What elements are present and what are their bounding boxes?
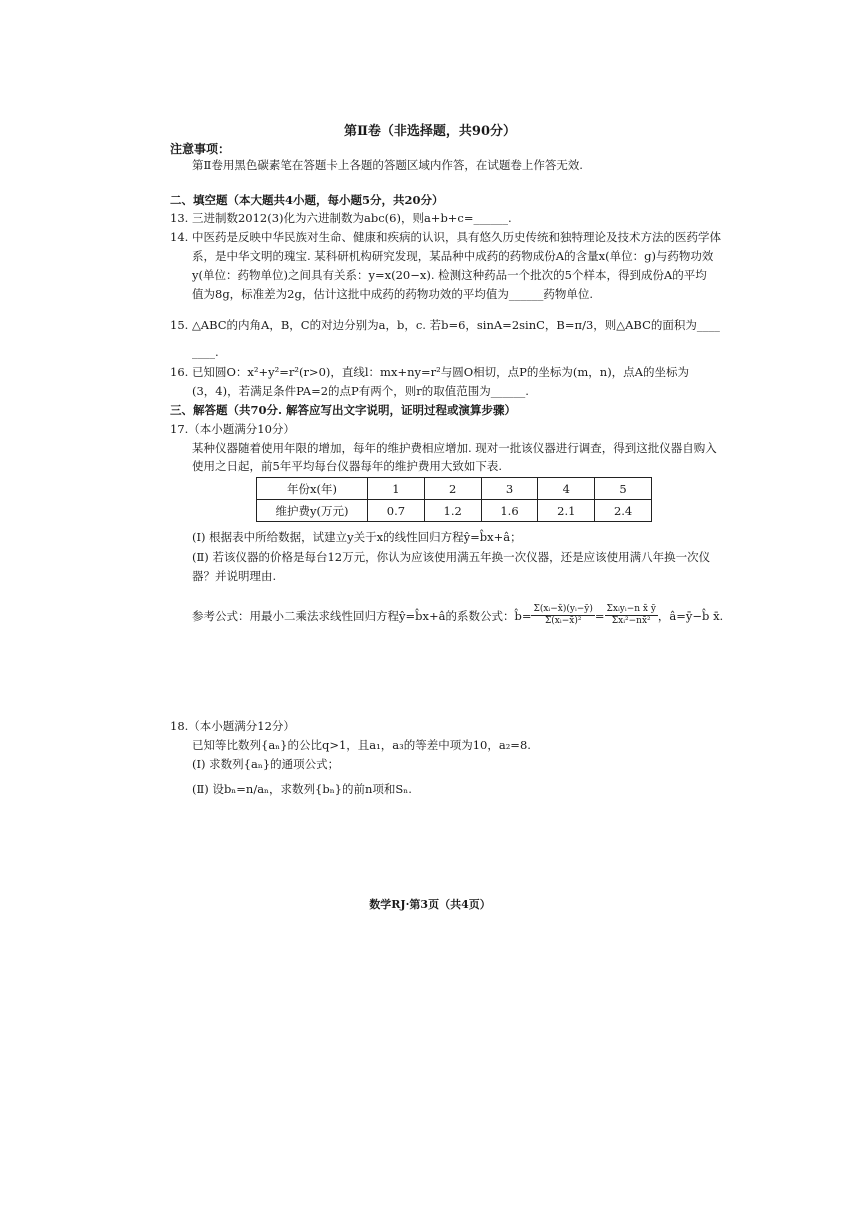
question-16-line-2: (3，4)，若满足条件PA=2的点P有两个，则r的取值范围为______.	[192, 384, 529, 398]
question-17-line-2: 使用之日起，前5年平均每台仪器每年的维护费用大致如下表.	[192, 459, 502, 473]
table-row-label-cost: 维护费y(万元)	[257, 500, 368, 522]
formula-denominator-1: Σ(xᵢ−x̄)²	[544, 616, 582, 626]
question-15-line-1: 15. △ABC的内角A，B，C的对边分别为a，b，c. 若b=6，sinA=2sinC，B=π/3，则△ABC的面积为____	[170, 318, 720, 332]
page-footer: 数学RJ·第3页（共4页）	[369, 898, 491, 911]
table-row-label-year: 年份x(年)	[257, 478, 368, 500]
question-14-line-4: 值为8g，标准差为2g，估计这批中成药的药物功效的平均值为______药物单位.	[192, 287, 594, 301]
question-15-line-2: ____.	[192, 345, 219, 359]
table-row	[257, 500, 652, 522]
maintenance-table	[256, 477, 652, 522]
question-17-part-2-line-2: 器？并说明理由.	[192, 569, 277, 583]
table-cell: 3	[481, 478, 538, 500]
notice-heading: 注意事项：	[170, 142, 231, 156]
formula-fraction-2	[605, 604, 658, 627]
reference-formula	[192, 604, 723, 627]
question-17-line-1: 某种仪器随着使用年限的增加，每年的维护费相应增加. 现对一批该仪器进行调查，得到这批仪器自购入	[192, 441, 717, 455]
question-17-part-2-line-1: (Ⅱ) 若该仪器的价格是每台12万元，你认为应该使用满五年换一次仪器，还是应该使用满八年换一次仪	[192, 550, 711, 564]
question-17-part-1: (Ⅰ) 根据表中所给数据，试建立y关于x的线性回归方程ŷ=b̂x+â；	[192, 530, 522, 544]
table-cell: 2	[424, 478, 481, 500]
formula-denominator-2: Σxᵢ²−nx̄²	[611, 616, 651, 626]
question-18-part-1: (Ⅰ) 求数列{aₙ}的通项公式；	[192, 757, 340, 771]
section-fill-in-heading: 二、填空题（本大题共4小题，每小题5分，共20分）	[170, 193, 444, 207]
table-cell: 1.6	[481, 500, 538, 522]
formula-numerator-2: Σxᵢyᵢ−n x̄ ȳ	[606, 604, 656, 614]
formula-b-hat: b̂=	[514, 608, 532, 623]
table-cell: 1.2	[424, 500, 481, 522]
question-14-line-2: 系，是中华文明的瑰宝. 某科研机构研究发现，某品种中成药的药物成份A的含量x(单位：g)与药物功效	[192, 249, 714, 263]
question-14-line-1: 14. 中医药是反映中华民族对生命、健康和疾病的认识，具有悠久历史传统和独特理论及技术方法的医药学体	[170, 230, 721, 244]
reference-formula-label: 参考公式：用最小二乘法求线性回归方程ŷ=b̂x+â的系数公式：	[192, 608, 515, 623]
question-18-line-1: 已知等比数列{aₙ}的公比q>1，且a₁，a₃的等差中项为10，a₂=8.	[192, 738, 531, 752]
table-cell: 2.1	[538, 500, 595, 522]
table-cell: 5	[595, 478, 652, 500]
formula-numerator-1: Σ(xᵢ−x̄)(yᵢ−ȳ)	[533, 604, 593, 614]
question-14-line-3: y(单位：药物单位)之间具有关系：y=x(20−x). 检测这种药品一个批次的5个样本，得到成份A的平均	[192, 268, 707, 282]
notice-text: 第Ⅱ卷用黑色碳素笔在答题卡上各题的答题区域内作答，在试题卷上作答无效.	[192, 158, 583, 172]
formula-equals: =	[594, 608, 605, 623]
table-cell: 2.4	[595, 500, 652, 522]
table-cell: 4	[538, 478, 595, 500]
question-18-part-2: (Ⅱ) 设bₙ=n/aₙ，求数列{bₙ}的前n项和Sₙ.	[192, 782, 412, 796]
question-17-heading: 17.（本小题满分10分）	[170, 422, 295, 436]
table-row	[257, 478, 652, 500]
question-13: 13. 三进制数2012(3)化为六进制数为abc(6)，则a+b+c=______.	[170, 211, 512, 225]
question-16-line-1: 16. 已知圆O：x²+y²=r²(r>0)，直线l：mx+ny=r²与圆O相切，点P的坐标为(m，n)，点A的坐标为	[170, 365, 689, 379]
question-18-heading: 18.（本小题满分12分）	[170, 719, 295, 733]
table-cell: 1	[368, 478, 425, 500]
table-cell: 0.7	[368, 500, 425, 522]
page-title: 第Ⅱ卷（非选择题，共90分）	[343, 124, 517, 139]
section-solve-heading: 三、解答题（共70分. 解答应写出文字说明，证明过程或演算步骤）	[170, 403, 517, 417]
formula-a-hat: ，â=ȳ−b̂ x̄.	[657, 608, 724, 623]
formula-fraction-1	[531, 604, 594, 627]
